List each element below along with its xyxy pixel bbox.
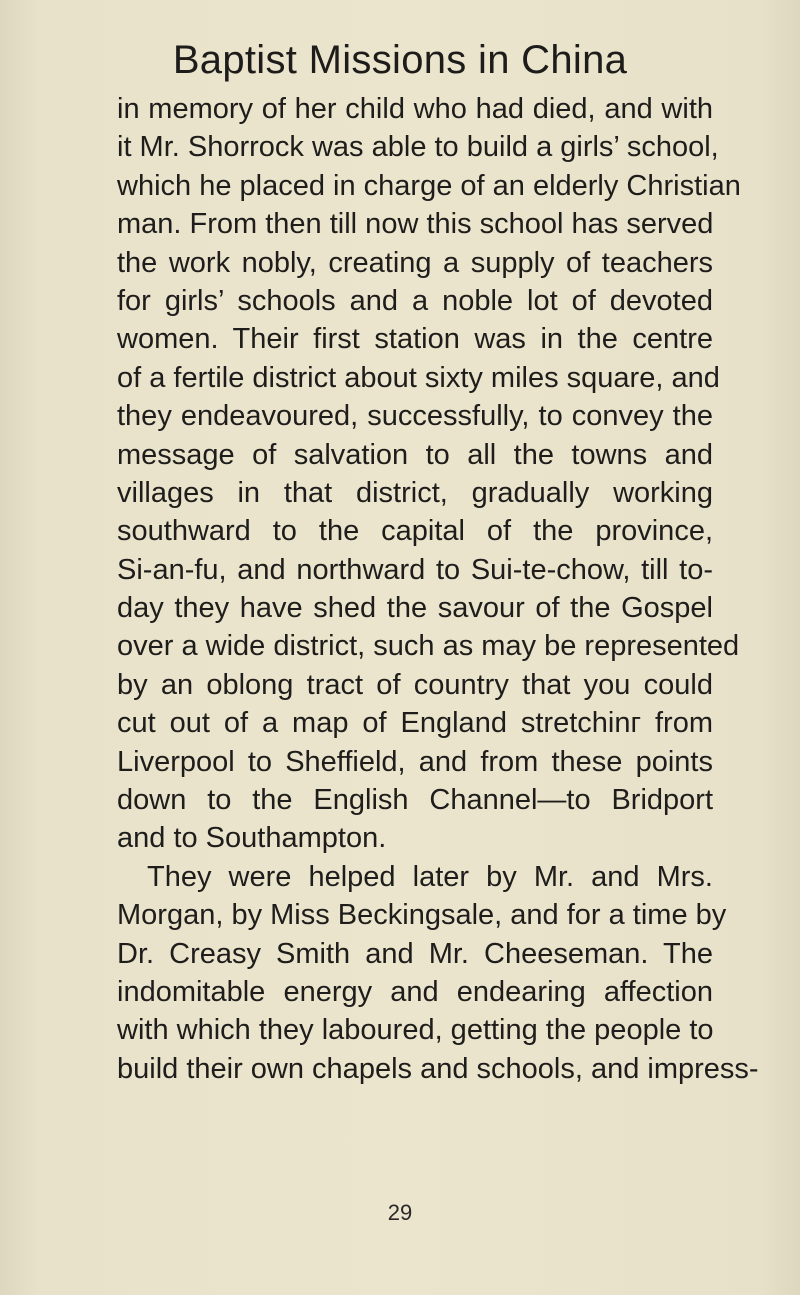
- text-line: which he placed in charge of an elderly Christian: [117, 169, 741, 202]
- text-line-paragraph-start: They were helped later by Mr. and Mrs.: [147, 860, 713, 893]
- text-line-paragraph-end: and to Southampton.: [117, 822, 387, 855]
- text-line: Dr. Creasy Smith and Mr. Cheeseman. The: [117, 937, 713, 970]
- running-head: Baptist Missions in China: [172, 38, 628, 82]
- text-line: day they have shed the savour of the Gospel: [117, 592, 713, 625]
- text-line: down to the English Channel—to Bridport: [117, 784, 713, 817]
- text-line: build their own chapels and schools, and impress-: [117, 1052, 759, 1085]
- text-line: over a wide district, such as may be represented: [117, 630, 740, 663]
- text-line: for girls’ schools and a noble lot of devoted: [117, 284, 713, 317]
- text-line: women. Their first station was in the centre: [117, 323, 713, 356]
- text-line: Morgan, by Miss Beckingsale, and for a time by: [117, 899, 727, 932]
- text-line: in memory of her child who had died, and with: [117, 93, 713, 125]
- text-line: they endeavoured, successfully, to convey the: [117, 400, 713, 433]
- text-line: the work nobly, creating a supply of teachers: [117, 246, 713, 279]
- text-line: by an oblong tract of country that you could: [117, 668, 713, 701]
- text-line: man. From then till now this school has served: [117, 208, 714, 241]
- text-line: of a fertile district about sixty miles square, and: [117, 361, 720, 394]
- page-number: 29: [387, 1200, 413, 1225]
- text-line: it Mr. Shorrock was able to build a girls’ school,: [117, 131, 719, 164]
- text-line: Si-an-fu, and northward to Sui-te-chow, till to-: [117, 553, 713, 586]
- text-line: with which they laboured, getting the people to: [117, 1014, 714, 1047]
- text-line: villages in that district, gradually working: [117, 476, 713, 509]
- text-line: southward to the capital of the province,: [117, 515, 713, 548]
- text-line: cut out of a map of England stretchinᴦ from: [117, 707, 713, 740]
- body-text: [117, 90, 759, 1088]
- text-line: message of salvation to all the towns and: [117, 438, 713, 471]
- text-line: Liverpool to Sheffield, and from these points: [117, 745, 713, 778]
- text-line: indomitable energy and endearing affection: [117, 975, 713, 1008]
